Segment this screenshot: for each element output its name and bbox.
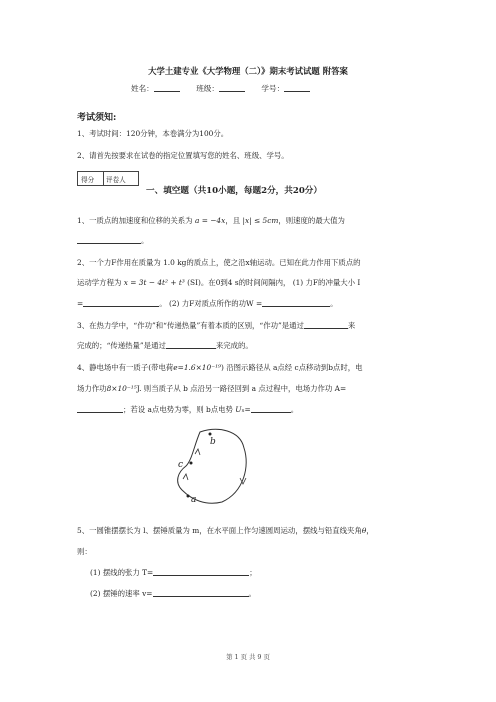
question-4-line-1: 4、静电场中有一质子(带电荷e=1.6×10⁻¹⁹) 沿图示路径从 a点经 c点移动到b点时，电 [77,363,363,372]
path-direction-arrow-a-to-c [183,474,188,480]
label-c: c [178,460,184,470]
class-blank[interactable] [219,83,245,92]
question-5-line-1: 5、一圆锥摆摆长为 l、摆锤质量为 m，在水平面上作匀速圆周运动，摆线与铅直线夹角θ， [77,526,374,535]
question-4-line-2: 场力作功8×10⁻¹⁵J. 则当质子从 b 点沿另一路径回到 a 点过程中，电场力作功 A= [77,384,347,393]
question-5-sub-1: (1) 摆线的张力 T= ； [90,568,257,577]
question-3-line-2: 完成的；“传递热量”是通过 来完成的。 [77,341,253,350]
q4-formula-work: 8×10⁻¹⁵ [106,384,137,393]
q4-work-blank[interactable] [77,404,123,413]
notice-heading: 考试须知: [77,113,117,123]
point-c [190,462,193,465]
q1-formula-acceleration: a = −4x [194,216,226,225]
class-label: 班级： [196,84,219,93]
page-title: 大学土建专业《大学物理（二）》期末考试试题 附答案 [148,66,348,76]
page-footer: 第 1 页 共 9 页 [226,653,270,661]
q2-work-blank[interactable] [262,298,330,307]
question-2-line-2: 运动学方程为 x = 3t − 4t² + t³ (SI)。在0到4 s的时间间隔内， (1) 力F的冲量大小 I [77,278,361,287]
q3-blank-2[interactable] [166,340,216,349]
q3-blank-1[interactable] [304,320,348,329]
question-3-line-1: 3、在热力学中，“作功”和“传递热量”有着本质的区别，“作功”是通过 来 [77,321,356,330]
q5-theta: θ [361,526,367,535]
point-a [187,495,190,498]
score-box-divider [103,172,104,185]
question-1-line-1: 1、一质点的加速度和位移的关系为 a = −4x，且 |x| ≤ 5cm，则速度的最大值为 [77,216,345,225]
section-title: 一、填空题（共10小题，每题2分，共20分） [146,186,322,196]
q5-speed-blank[interactable] [153,588,249,597]
notice-item: 2、请首先按要求在试卷的指定位置填写您的姓名、班级、学号。 [77,151,289,160]
question-4-line-3: ；若设 a点电势为零，则 b点电势 Uₙ= 。 [77,404,298,415]
q1-formula-range: |x| ≤ 5cm [242,216,279,225]
path-direction-arrow-c-to-b [195,449,200,455]
q1-answer-blank[interactable] [77,235,141,244]
score-box [77,171,139,186]
id-blank[interactable] [284,83,310,92]
student-info-line [131,83,324,94]
question-5-line-2: 则： [77,547,92,556]
score-box-grader-label: 评卷人 [106,176,126,184]
name-blank[interactable] [154,83,180,92]
question-5-sub-2: (2) 摆锤的速率 v= 。 [90,589,256,598]
score-box-score-label: 得分 [81,176,95,184]
q4-formula-charge: e=1.6×10⁻¹⁹ [173,363,222,372]
q4-formula-potential: Uₙ [235,405,245,414]
id-label: 学号： [261,84,285,93]
q5-tension-blank[interactable] [153,567,249,576]
label-a: a [191,495,197,505]
question-1-line-2: 。 [77,235,148,246]
q2-impulse-blank[interactable] [83,298,159,307]
question-2-line-3: = 。 (2) 力F对质点所作的功W = 。 [77,299,338,308]
notice-item: 1、考试时间：120分钟，本卷满分为100分。 [77,129,229,138]
q2-formula: x = 3t − 4t² + t³ [123,278,185,287]
label-b: b [210,437,216,447]
question-2-line-1: 2、一个力F作用在质量为 1.0 kg的质点上，使之沿x轴运动。已知在此力作用下质点的 [77,258,361,267]
point-b [209,433,212,436]
q4-path-figure [170,426,260,508]
q4-potential-blank[interactable] [251,404,291,413]
name-label: 姓名： [131,84,154,93]
